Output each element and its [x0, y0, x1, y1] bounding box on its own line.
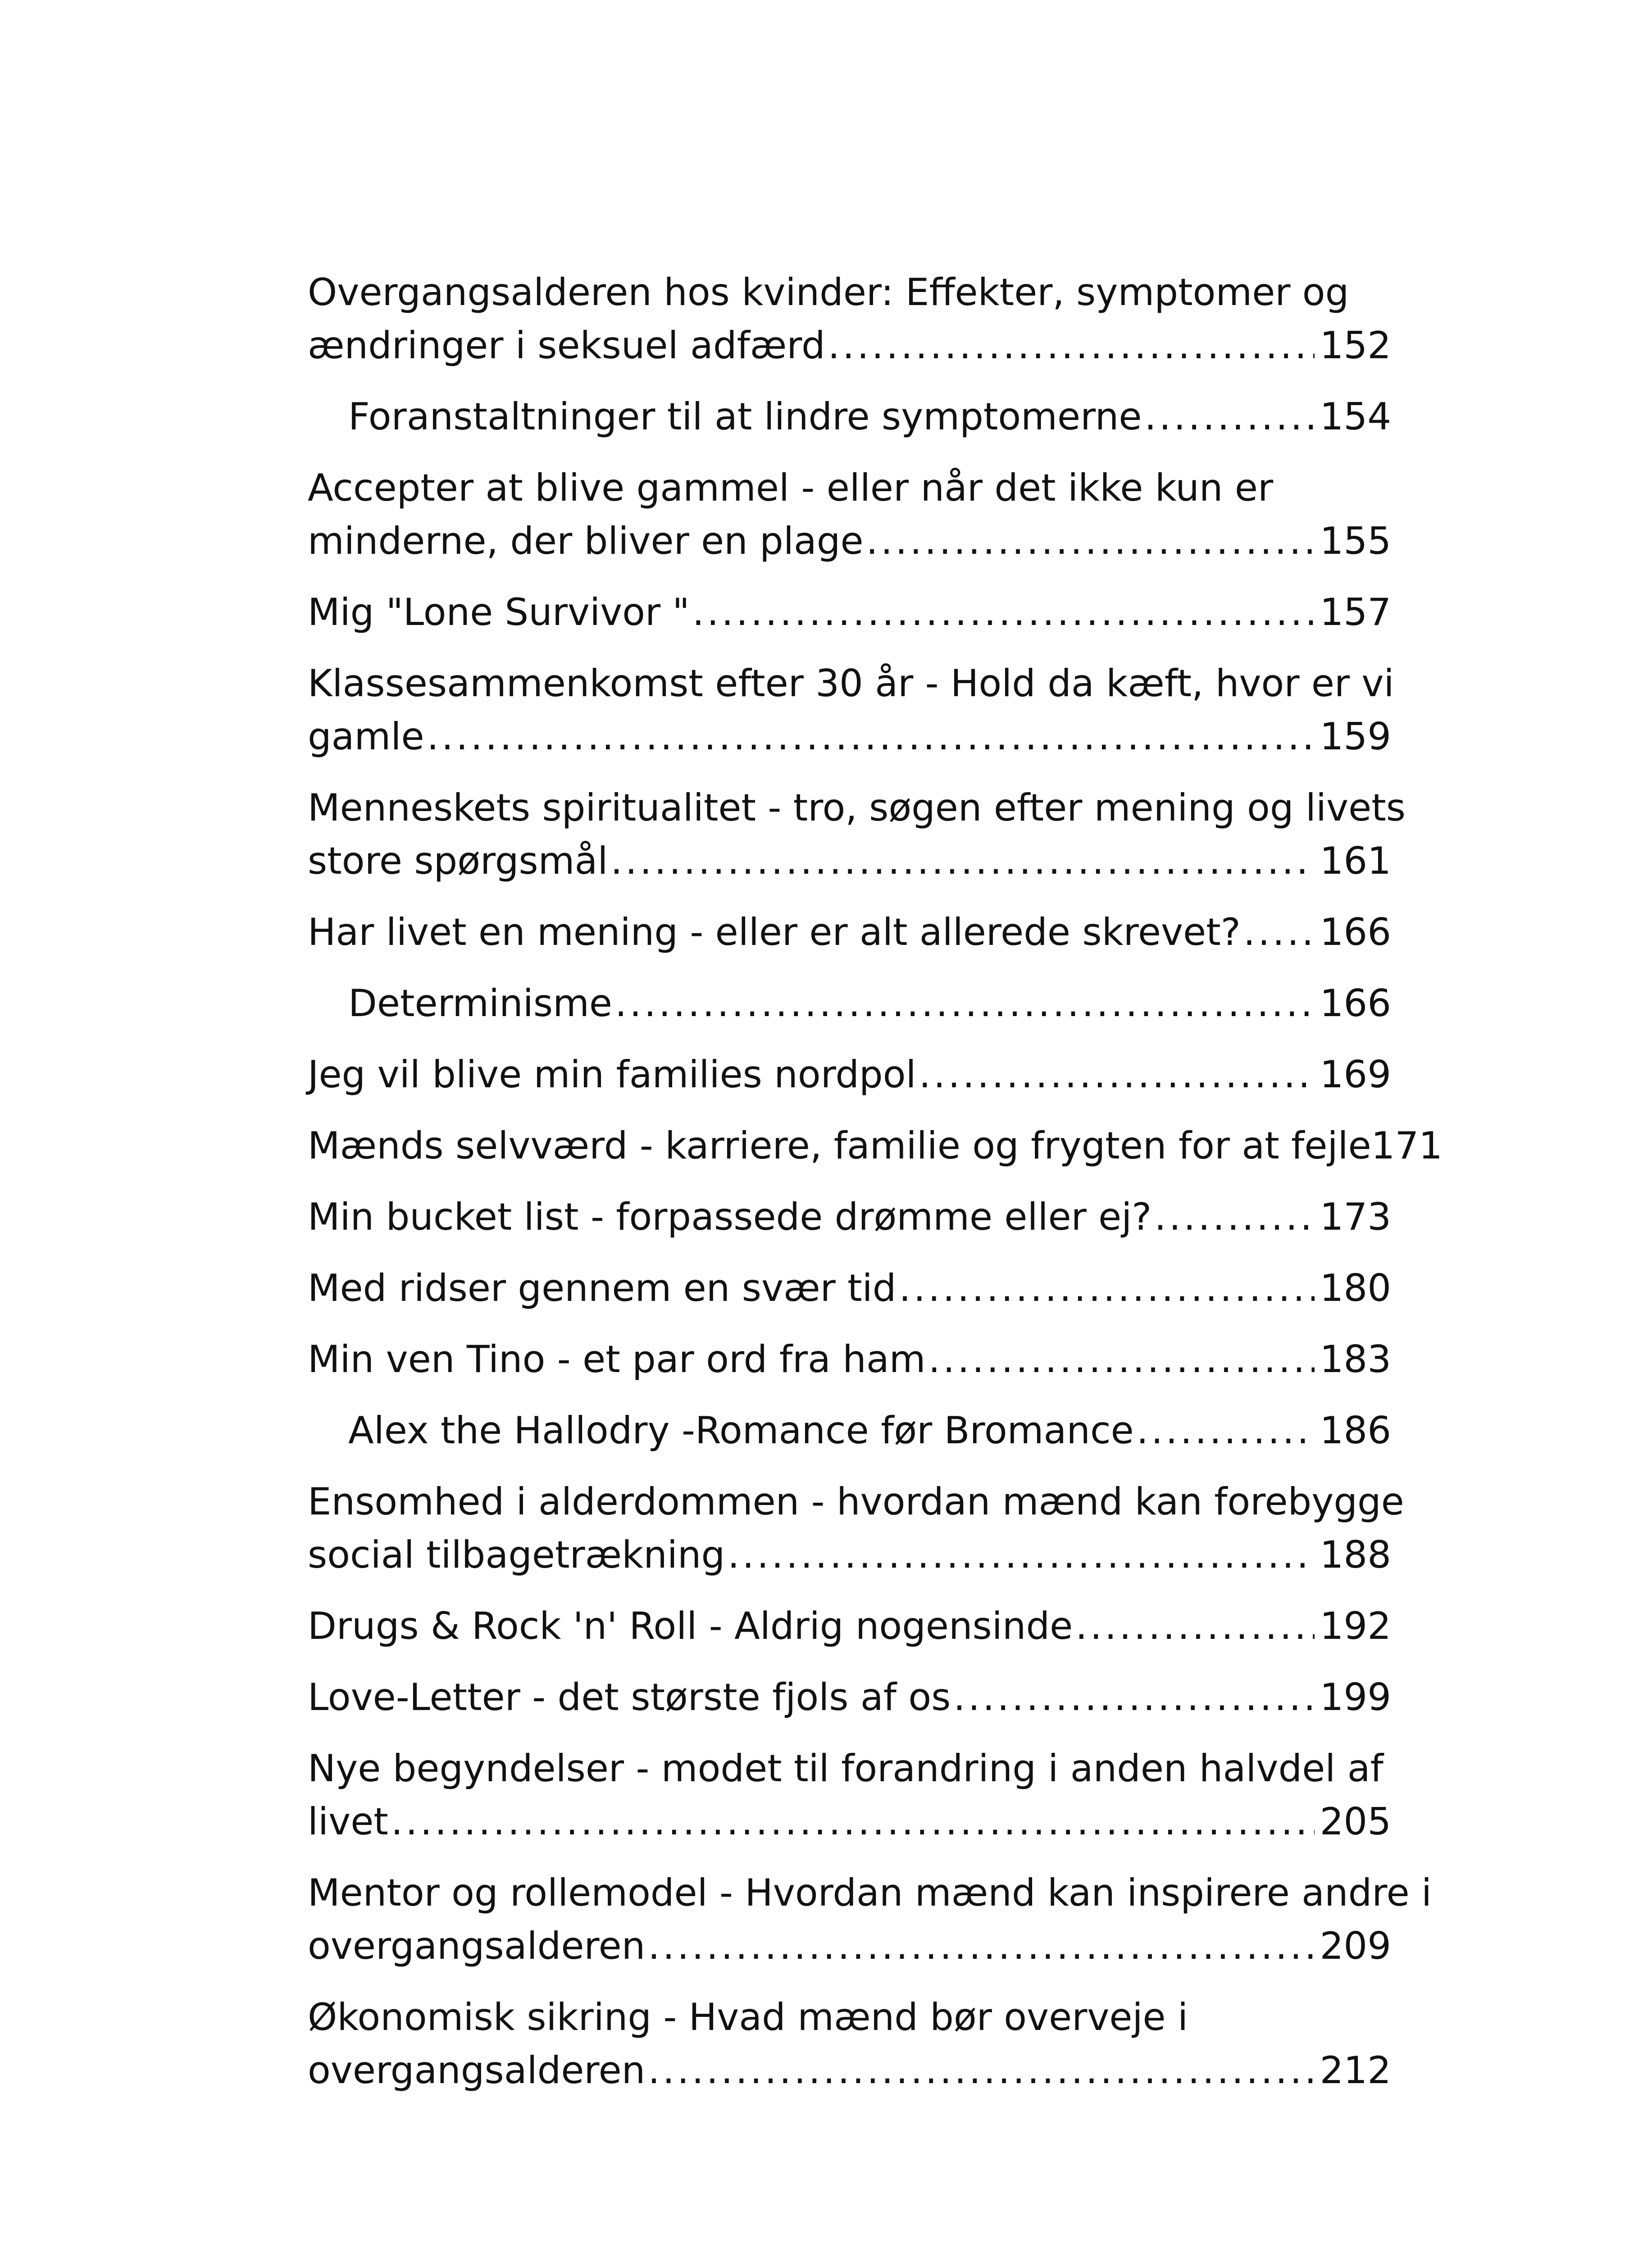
toc-entry[interactable] [308, 1190, 1391, 1244]
toc-entry-leader-line [308, 1119, 1443, 1172]
toc-entry[interactable] [308, 906, 1391, 959]
toc-entry-leader-line [308, 1795, 1391, 1848]
toc-page-number: 152 [1320, 324, 1391, 367]
toc-entry[interactable] [348, 977, 1391, 1030]
toc-page-number: 169 [1320, 1053, 1391, 1096]
toc-entry-leader-line [308, 1190, 1391, 1244]
toc-page-number: 186 [1320, 1409, 1391, 1452]
toc-page-number: 180 [1320, 1266, 1391, 1310]
toc-entry-title-line: Nye begyndelser - modet til forandring i anden halvdel af [308, 1747, 1383, 1790]
toc-page-number: 171 [1371, 1124, 1443, 1168]
toc-entry-title: Alex the Hallodry -Romance før Bromance [348, 1409, 1134, 1452]
toc-entry-title-line: Menneskets spiritualitet - tro, søgen efter mening og livets [308, 786, 1406, 830]
toc-page-number: 159 [1320, 715, 1391, 758]
toc-entry-title: Love-Letter - det største fjols af os [308, 1675, 951, 1719]
toc-entry[interactable] [308, 266, 1391, 372]
toc-entry[interactable] [308, 461, 1391, 568]
toc-entry-leader-line [308, 1333, 1391, 1386]
toc-page-number: 173 [1320, 1195, 1391, 1239]
toc-entry[interactable] [308, 1119, 1443, 1172]
toc-entry-title-line: Accepter at blive gammel - eller når det ikke kun er [308, 466, 1274, 510]
toc-entry[interactable] [308, 1866, 1432, 1973]
toc-entry[interactable] [308, 1671, 1391, 1724]
toc-entry[interactable] [308, 1262, 1391, 1315]
toc-entry-leader-line [308, 1920, 1391, 1973]
toc-entry-leader-line [308, 2044, 1391, 2097]
toc-entry-title: Mænds selvværd - karriere, familie og frygten for at fejle [308, 1124, 1371, 1168]
toc-page-number: 183 [1320, 1337, 1391, 1381]
toc-page-number: 205 [1320, 1800, 1391, 1843]
toc-entry-title: Foranstaltninger til at lindre symptomerne [348, 395, 1142, 438]
toc-entry-title: social tilbagetrækning [308, 1533, 725, 1577]
toc-entry-title: Mig "Lone Survivor " [308, 590, 690, 634]
toc-entry-title: ændringer i seksuel adfærd [308, 324, 825, 367]
toc-entry[interactable] [308, 657, 1394, 763]
dot-leader [1075, 1600, 1314, 1653]
toc-page-number: 155 [1320, 519, 1391, 563]
toc-entry[interactable] [308, 1048, 1391, 1101]
toc-page-number: 209 [1320, 1924, 1391, 1968]
toc-entry-leader-line [308, 835, 1391, 888]
toc-entry-leader-line [308, 515, 1391, 568]
toc-entry-title: Med ridser gennem en svær tid [308, 1266, 897, 1310]
toc-entry[interactable] [308, 586, 1391, 639]
toc-entry-title: minderne, der bliver en plage [308, 519, 864, 563]
toc-entry-leader-line [308, 1048, 1391, 1101]
toc-page-number: 161 [1320, 839, 1391, 883]
dot-leader [728, 1528, 1314, 1582]
toc-entry-leader-line [308, 906, 1391, 959]
toc-entry-leader-line [308, 319, 1391, 372]
toc-entry-title: Min ven Tino - et par ord fra ham [308, 1337, 926, 1381]
toc-entry[interactable] [308, 1991, 1391, 2097]
toc-entry-leader-line [308, 1600, 1391, 1653]
toc-entry[interactable] [308, 1600, 1391, 1653]
dot-leader [427, 710, 1315, 763]
dot-leader [828, 319, 1315, 372]
toc-page-number: 157 [1320, 590, 1391, 634]
toc-entry-leader-line [308, 1528, 1391, 1582]
dot-leader [1137, 1404, 1315, 1457]
toc-entry[interactable] [308, 1742, 1391, 1848]
toc-entry-title: gamle [308, 715, 424, 758]
toc-entry-title-line: Klassesammenkomst efter 30 år - Hold da kæft, hvor er vi [308, 661, 1394, 705]
toc-entry-title: store spørgsmål [308, 839, 608, 883]
dot-leader [1144, 390, 1314, 443]
dot-leader [615, 977, 1315, 1030]
toc-entry-title-line: Ensomhed i alderdommen - hvordan mænd kan forebygge [308, 1480, 1404, 1523]
toc-entry[interactable] [348, 1404, 1391, 1457]
dot-leader [899, 1262, 1314, 1315]
dot-leader [928, 1333, 1315, 1386]
toc-entry-leader-line [348, 977, 1391, 1030]
toc-entry-title-line: Overgangsalderen hos kvinder: Effekter, symptomer og [308, 270, 1349, 314]
toc-entry-title: overgangsalderen [308, 2048, 646, 2092]
toc-entry-title: overgangsalderen [308, 1924, 646, 1968]
table-of-contents [308, 266, 1443, 2097]
toc-entry-title: livet [308, 1800, 388, 1843]
toc-page-number: 166 [1320, 981, 1391, 1025]
toc-entry-leader-line [308, 1262, 1391, 1315]
dot-leader [648, 1920, 1314, 1973]
dot-leader [866, 515, 1315, 568]
toc-page-number: 166 [1320, 910, 1391, 954]
toc-entry[interactable] [308, 1475, 1404, 1582]
toc-entry-title: Min bucket list - forpassede drømme eller ej? [308, 1195, 1152, 1239]
toc-entry-title: Jeg vil blive min families nordpol [308, 1053, 916, 1096]
toc-entry-leader-line [308, 586, 1391, 639]
toc-page-number: 199 [1320, 1675, 1391, 1719]
toc-page-number: 212 [1320, 2048, 1391, 2092]
toc-page-number: 154 [1320, 395, 1391, 438]
toc-page-number: 192 [1320, 1604, 1391, 1648]
dot-leader [953, 1671, 1314, 1724]
dot-leader [692, 586, 1315, 639]
toc-entry[interactable] [308, 1333, 1391, 1386]
toc-entry-leader-line [308, 710, 1391, 763]
toc-entry-leader-line [308, 1671, 1391, 1724]
toc-entry-title-line: Mentor og rollemodel - Hvordan mænd kan inspirere andre i [308, 1871, 1432, 1915]
toc-entry-title-line: Økonomisk sikring - Hvad mænd bør overveje i [308, 1995, 1188, 2039]
dot-leader [648, 2044, 1314, 2097]
toc-entry-leader-line [348, 390, 1391, 443]
dot-leader [391, 1795, 1315, 1848]
toc-page-number: 188 [1320, 1533, 1391, 1577]
toc-entry-title: Har livet en mening - eller er alt allerede skrevet? [308, 910, 1241, 954]
dot-leader [1154, 1190, 1314, 1244]
toc-entry-title: Drugs & Rock 'n' Roll - Aldrig nogensinde [308, 1604, 1073, 1648]
dot-leader [919, 1048, 1315, 1101]
toc-entry-title: Determinisme [348, 981, 612, 1025]
toc-entry[interactable] [348, 390, 1391, 443]
toc-entry[interactable] [308, 781, 1406, 888]
toc-entry-leader-line [348, 1404, 1391, 1457]
dot-leader [610, 835, 1314, 888]
dot-leader [1243, 906, 1315, 959]
